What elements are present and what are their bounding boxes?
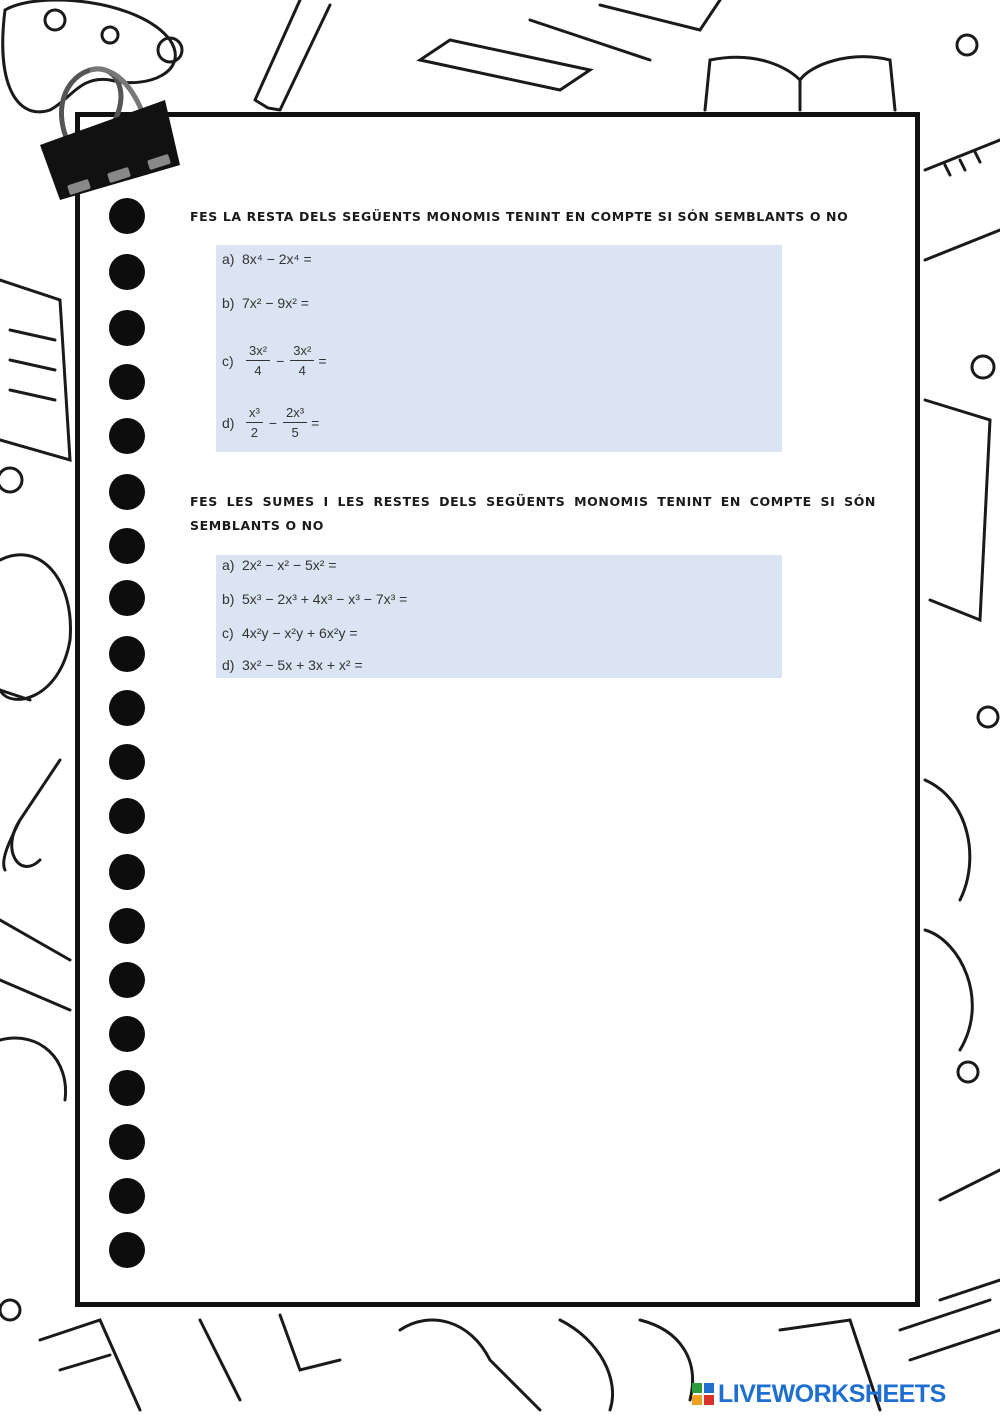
binder-hole [109,254,145,290]
numerator: x³ [246,405,263,423]
binder-hole [109,474,145,510]
denominator: 4 [298,363,306,378]
numerator: 2x³ [283,405,307,423]
section1-heading: FES LA RESTA DELS SEGÜENTS MONOMIS TENINT EN COMPTE SI SÓN SEMBLANTS O NO [190,209,849,224]
exercise-item [222,343,327,378]
fraction [246,343,270,378]
item-expression: 8x⁴ − 2x⁴ = [242,251,312,267]
binder-hole [109,1232,145,1268]
brand-name: LIVEWORKSHEETS [718,1379,946,1408]
exercise-item [222,591,407,607]
binder-hole [109,528,145,564]
fraction [283,405,307,440]
numerator: 3x² [290,343,314,361]
item-label: a) [222,251,235,267]
exercise-item [222,295,309,311]
binder-hole [109,636,145,672]
binder-hole [109,1070,145,1106]
binder-hole [109,1178,145,1214]
exercise-item [222,557,337,573]
item-label: a) [222,557,235,573]
section2-exercise-box [216,555,782,678]
exercise-item [222,251,312,267]
denominator: 5 [291,425,299,440]
item-expression: 3x² − 5x + 3x + x² = [242,657,363,673]
binder-hole [109,1124,145,1160]
item-expression: 4x²y − x²y + 6x²y = [242,625,358,641]
liveworksheets-brand[interactable] [692,1378,946,1410]
liveworksheets-logo-icon [692,1383,714,1405]
binder-hole [109,854,145,890]
fraction [246,405,263,440]
binder-hole [109,364,145,400]
operator: − [276,352,285,369]
binder-hole [109,418,145,454]
item-label: c) [222,625,234,641]
binder-hole [109,798,145,834]
binder-clip-icon [30,60,200,210]
denominator: 4 [254,363,262,378]
binder-hole [109,580,145,616]
item-expression: 5x³ − 2x³ + 4x³ − x³ − 7x³ = [242,591,408,607]
denominator: 2 [250,425,259,440]
exercise-item [222,657,363,673]
equals-sign: = [311,414,320,431]
operator: − [268,414,278,431]
section2-heading: FES LES SUMES I LES RESTES DELS SEGÜENTS MONOMIS TENINT EN COMPTE SI SÓN SEMBLANTS O NO [190,494,876,533]
item-expression: 2x² − x² − 5x² = [242,557,337,573]
item-label: d) [222,657,235,673]
item-expression: 7x² − 9x² = [242,295,309,311]
binder-hole [109,744,145,780]
section1-exercise-box [216,245,782,452]
item-label: b) [222,295,235,311]
item-label: c) [222,352,234,369]
item-label: b) [222,591,235,607]
binder-hole [109,908,145,944]
exercise-item [222,625,358,641]
numerator: 3x² [246,343,270,361]
binder-hole [109,198,145,234]
exercise-item [222,405,319,440]
binder-hole [109,1016,145,1052]
equals-sign: = [318,352,327,369]
binder-hole [109,310,145,346]
fraction [290,343,314,378]
item-label: d) [222,414,235,431]
binder-hole [109,962,145,998]
binder-hole [109,690,145,726]
